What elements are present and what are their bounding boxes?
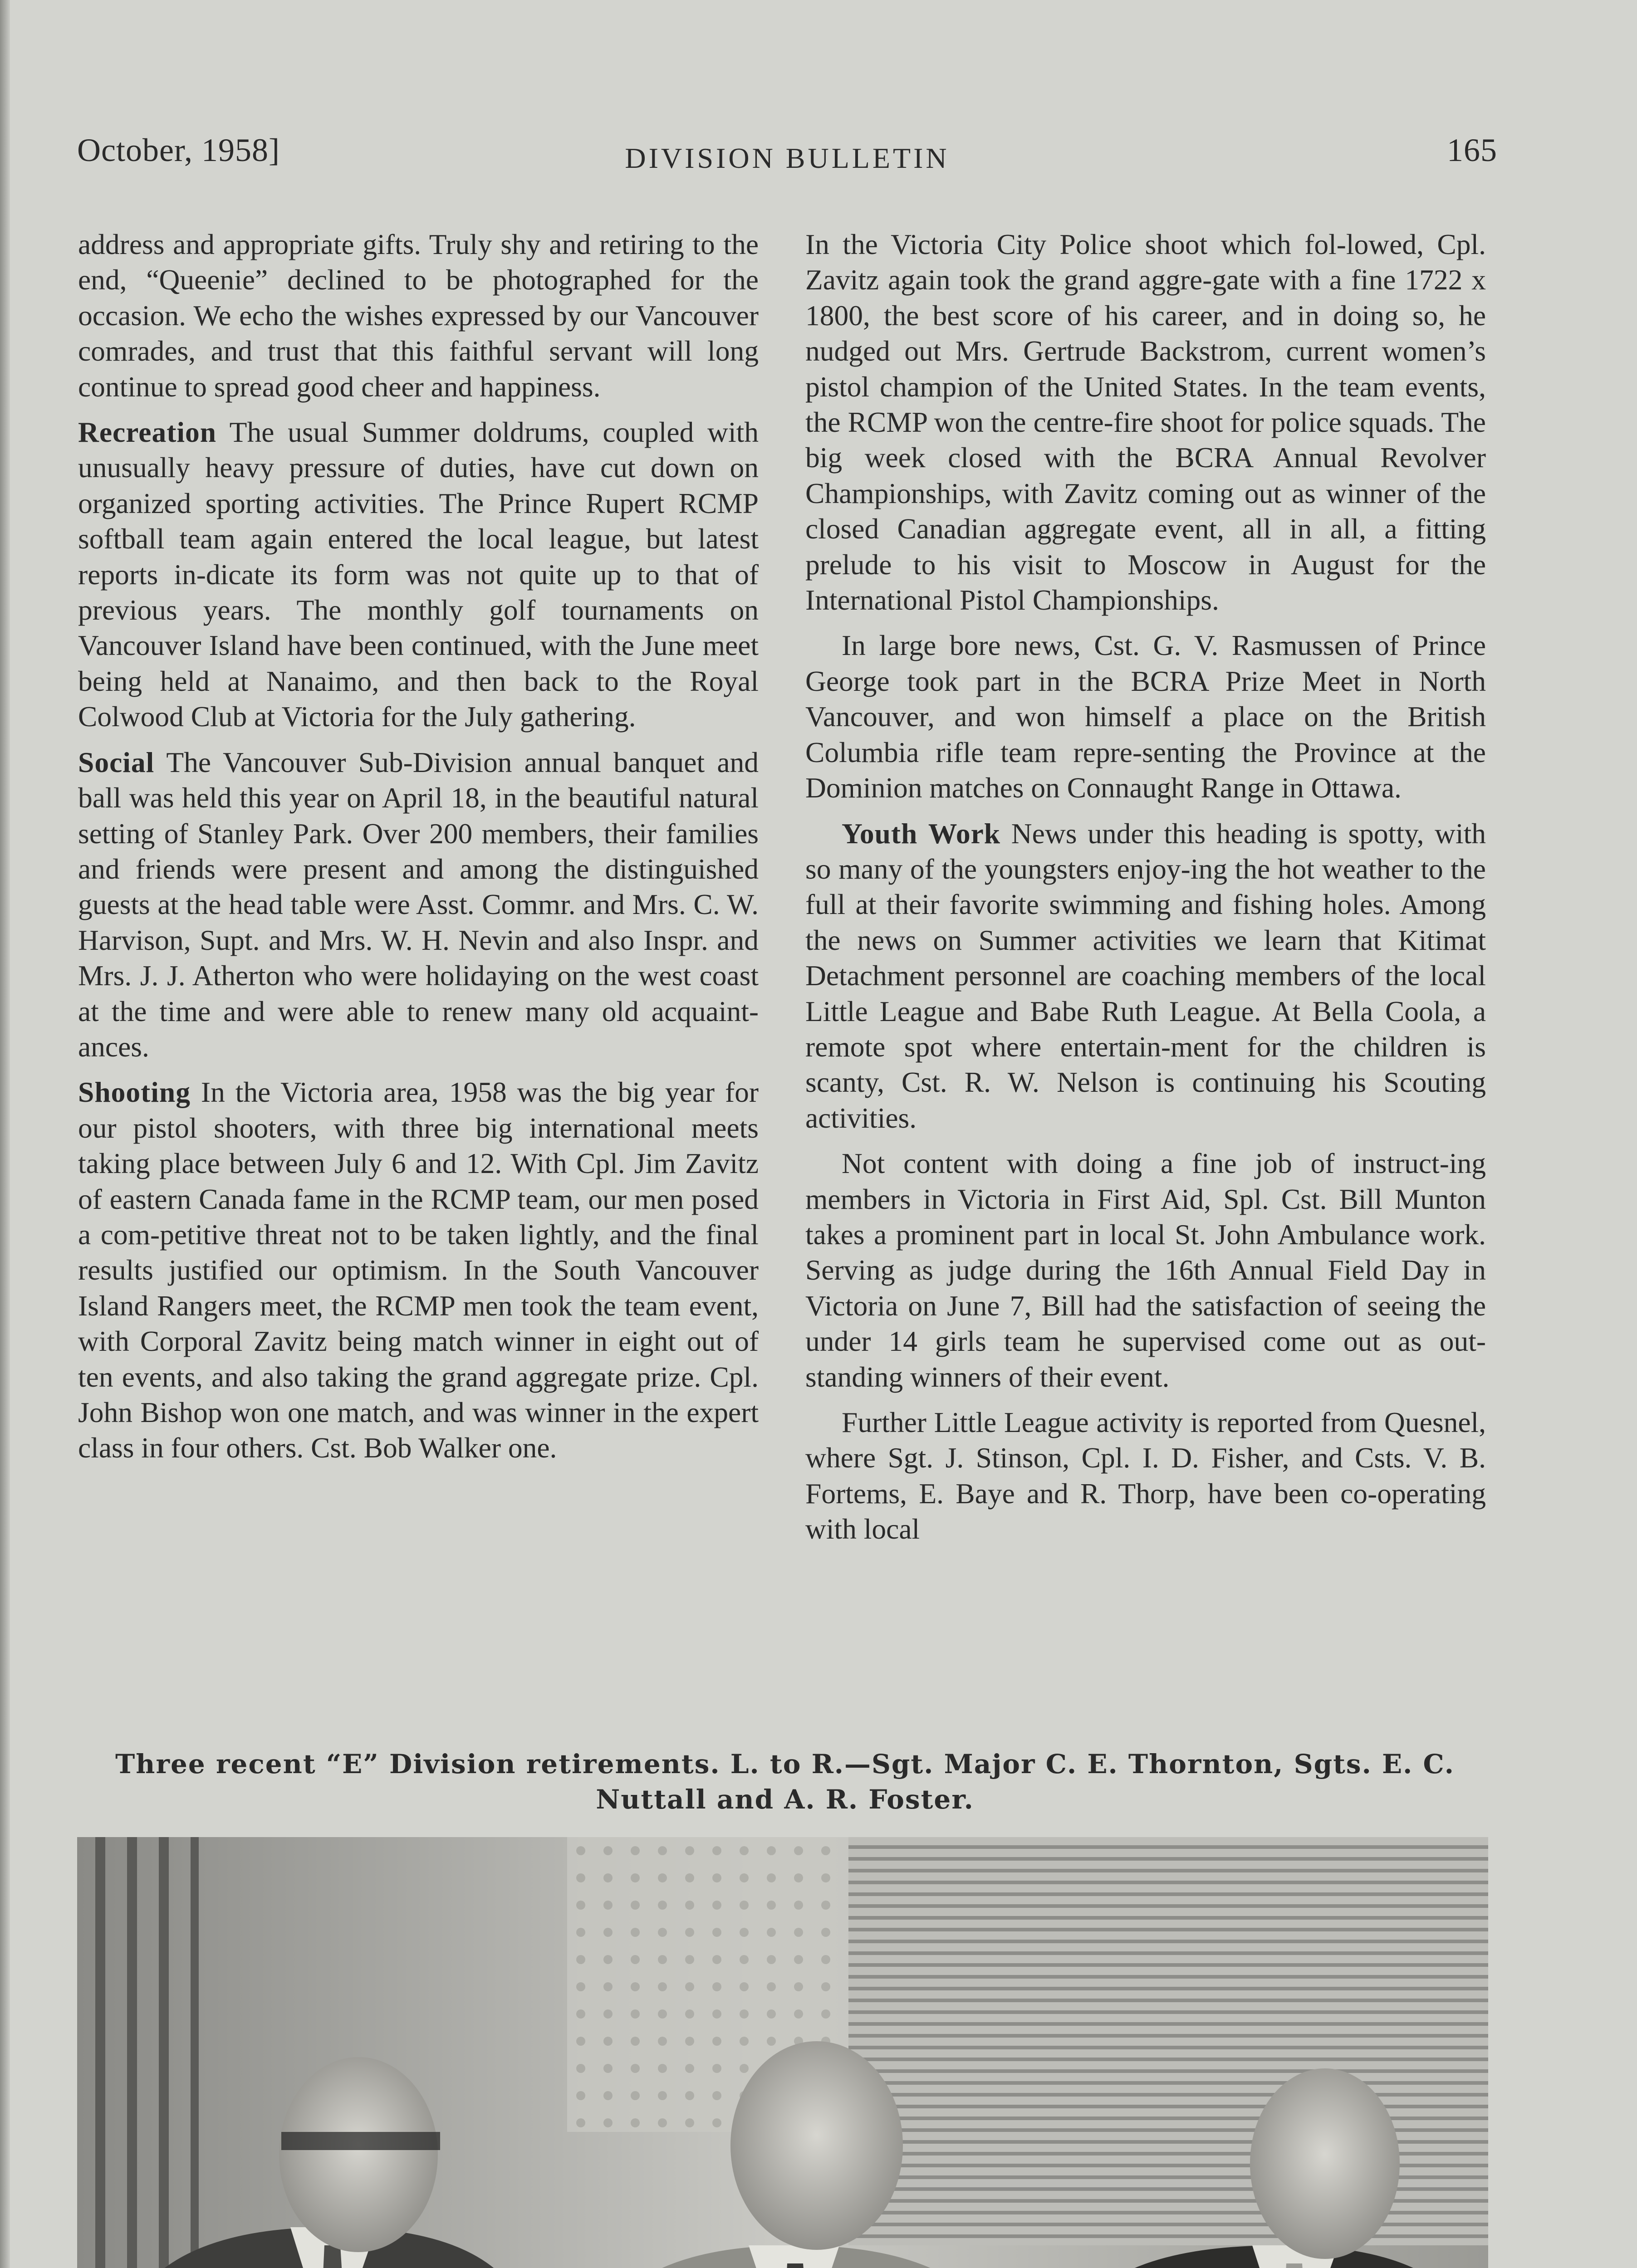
text-line: John Ambulance work. Serving as judge during bbox=[805, 1218, 1486, 1286]
text-line: expert class in four others. Cst. Bob Walker one. bbox=[78, 1396, 759, 1464]
text-line: swimming and fishing holes. Among the news bbox=[805, 888, 1486, 956]
text-line: Prince George took part in the BCRA Prize bbox=[805, 629, 1486, 697]
text-line: have cut down on organized sporting activities. bbox=[78, 451, 759, 519]
right-column bbox=[805, 227, 1486, 1547]
text-line: in the beautiful natural setting of Stanley Park. bbox=[78, 782, 759, 850]
text-line: ing the hot weather to the full at their favorite bbox=[805, 852, 1486, 921]
text-line: Nelson is continuing his Scouting activities. bbox=[805, 1066, 1486, 1134]
text-line: At Bella Coola, a remote spot where entertain- bbox=[805, 995, 1486, 1063]
text-line: address and appropriate gifts. Truly shy and bbox=[78, 228, 591, 260]
text-line: retiring to the end, “Queenie” declined to be bbox=[78, 228, 759, 296]
text-line: continue to spread good cheer and happiness. bbox=[78, 370, 601, 403]
text-line: the June meet being held at Nanaimo, and then bbox=[78, 629, 759, 697]
paragraph bbox=[78, 415, 759, 735]
text-line: on Connaught Range in Ottawa. bbox=[1031, 772, 1402, 804]
text-line: 7, Bill had the satisfaction of seeing the under bbox=[805, 1289, 1486, 1358]
page-binding-edge bbox=[0, 0, 10, 2268]
text-line: wishes expressed by our Vancouver comrades, bbox=[78, 299, 759, 367]
text-line: Further Little League activity is reported bbox=[842, 1406, 1314, 1438]
text-line: gate with a fine 1722 x 1800, the best score of bbox=[805, 264, 1486, 332]
publication-title: DIVISION BULLETIN bbox=[625, 142, 950, 174]
paragraph bbox=[78, 745, 759, 1065]
text-line: fame in the RCMP team, our men posed a com- bbox=[78, 1183, 759, 1251]
text-line: time and were able to renew many old acquaint- bbox=[159, 995, 759, 1027]
text-line: were present and among the distinguished bbox=[231, 852, 759, 885]
text-line: for the July gathering. bbox=[381, 700, 636, 733]
text-line: Gertrude Backstrom, current women’s pistol bbox=[805, 335, 1486, 403]
run-in-heading: Shooting bbox=[78, 1076, 191, 1109]
text-line: events, the RCMP won the centre-fire shoot for bbox=[805, 370, 1486, 439]
paragraph bbox=[805, 1146, 1486, 1395]
text-line: In the Victoria City Police shoot which fol- bbox=[805, 228, 1346, 260]
text-line: took the team event, with Corporal Zavitz being bbox=[78, 1289, 759, 1358]
text-line: Nevin and also Inspr. and Mrs. J. J. Atherton bbox=[78, 924, 759, 992]
text-line: lowed, Cpl. Zavitz again took the grand aggre- bbox=[805, 228, 1486, 296]
text-line: In the Victoria area, 1958 was the bbox=[201, 1076, 608, 1109]
paragraph bbox=[805, 1405, 1486, 1547]
text-line: Meet in North Vancouver, and won himself a bbox=[805, 665, 1486, 733]
text-line: banquet and ball was held this year on April 18, bbox=[78, 746, 759, 814]
text-line: guests at the head table were Asst. Commr. and bbox=[78, 888, 625, 921]
paragraph bbox=[805, 227, 1486, 618]
text-line: The usual Summer doldrums, bbox=[229, 416, 589, 449]
text-line: match winner in eight out of ten events, and bbox=[78, 1325, 759, 1393]
text-line: his career, and in doing so, he nudged out Mrs. bbox=[805, 299, 1486, 367]
text-line: on Vancouver Island have been continued, with bbox=[78, 594, 759, 662]
text-line: from Quesnel, where Sgt. J. Stinson, Cpl. I. D. bbox=[805, 1406, 1486, 1474]
text-line: on Summer activities we learn that Kitimat bbox=[933, 924, 1486, 956]
text-line: petitive threat not to be taken lightly, and the bbox=[160, 1218, 696, 1251]
text-line: back to the Royal Colwood Club at Victoria bbox=[78, 665, 759, 733]
text-line: R. Thorp, have been co-operating with local bbox=[805, 1477, 1486, 1545]
text-line: of the local Little League and Babe Ruth League. bbox=[805, 959, 1486, 1027]
text-line: In large bore news, Cst. G. V. Rasmussen of bbox=[842, 629, 1399, 662]
text-line: entered the local league, but latest reports in- bbox=[78, 523, 759, 591]
text-line: prelude to his visit to Moscow in August for bbox=[805, 548, 1429, 581]
text-line: BCRA Annual Revolver Championships, with bbox=[805, 441, 1486, 509]
text-line: big year for our pistol shooters, with three big bbox=[78, 1076, 759, 1144]
paragraph bbox=[805, 628, 1486, 806]
run-in-heading: Recreation bbox=[78, 416, 217, 449]
text-line: Over 200 members, their families and friends bbox=[78, 817, 759, 885]
text-line: also taking the grand aggregate prize. Cpl. John bbox=[78, 1360, 759, 1428]
photo-caption bbox=[73, 1746, 1497, 1817]
text-line: Canadian aggregate event, all in all, a fitting bbox=[897, 513, 1486, 545]
text-line: senting the Province at the Dominion matches bbox=[805, 736, 1486, 804]
text-line: champion of the United States. In the team bbox=[880, 370, 1395, 403]
text-line: and trust that this faithful servant will long bbox=[211, 335, 759, 367]
text-line: Not content with doing a fine job of instruct- bbox=[842, 1147, 1449, 1180]
text-line: Bill Munton takes a prominent part in local St. bbox=[805, 1183, 1486, 1251]
text-line: place on the British Columbia rifle team repre- bbox=[805, 700, 1486, 768]
text-line: 14 girls team he supervised come out as out- bbox=[888, 1325, 1486, 1358]
text-line: ing members in Victoria in First Aid, Spl. Cst. bbox=[805, 1147, 1486, 1215]
caption-line: Three recent “E” Division retirements. L. to R.—Sgt. Major C. E. Thornton, Sgts. E. C. bbox=[115, 1749, 1455, 1779]
text-line: international meets taking place between July 6 bbox=[78, 1111, 759, 1180]
run-in-heading: Youth Work bbox=[842, 817, 1001, 850]
text-line: Mrs. C. W. Harvison, Supt. and Mrs. W. H. bbox=[78, 888, 759, 956]
left-column bbox=[78, 227, 759, 1466]
text-line: standing winners of their event. bbox=[805, 1360, 1170, 1393]
text-line: and 12. With Cpl. Jim Zavitz of eastern Canada bbox=[78, 1147, 759, 1215]
text-line: Bishop won one match, and was winner in the bbox=[140, 1396, 679, 1428]
text-line: the International Pistol Championships. bbox=[805, 548, 1486, 616]
paragraph bbox=[78, 1075, 759, 1466]
issue-date: October, 1958] bbox=[77, 132, 280, 168]
running-head bbox=[77, 132, 1497, 181]
text-line: final results justified our optimism. In the South bbox=[78, 1218, 759, 1286]
text-line: spotty, with so many of the youngsters enjoy- bbox=[805, 817, 1486, 885]
page-number: 165 bbox=[1447, 132, 1497, 168]
text-line: Vancouver Island Rangers meet, the RCMP men bbox=[78, 1254, 759, 1322]
text-line: The Prince Rupert RCMP softball team again bbox=[78, 487, 759, 555]
paragraph bbox=[805, 816, 1486, 1136]
text-line: Zavitz coming out as winner of the closed bbox=[805, 477, 1486, 545]
text-line: The Vancouver Sub-Division annual bbox=[166, 746, 601, 778]
text-line: News under this heading is bbox=[1011, 817, 1338, 850]
run-in-heading: Social bbox=[78, 746, 155, 778]
text-line: ment for the children is scanty, Cst. R. W. bbox=[805, 1030, 1486, 1099]
text-line: who were holidaying on the west coast at the bbox=[78, 959, 759, 1027]
text-line: the 16th Annual Field Day in Victoria on June bbox=[805, 1254, 1486, 1322]
text-line: dicate its form was not quite up to that of bbox=[206, 558, 759, 591]
text-line: Fisher, and Csts. V. B. Fortems, E. Baye and bbox=[805, 1442, 1486, 1510]
text-line: photographed for the occasion. We echo the bbox=[78, 264, 759, 332]
text-line: police squads. The big week closed with the bbox=[805, 406, 1486, 474]
retirement-photograph bbox=[77, 1837, 1488, 2268]
text-line: previous years. The monthly golf tournaments bbox=[78, 594, 704, 626]
text-line: coupled with unusually heavy pressure of duties, bbox=[78, 416, 759, 484]
caption-line: Nuttall and A. R. Foster. bbox=[596, 1784, 974, 1815]
paragraph bbox=[78, 227, 759, 405]
text-line: ances. bbox=[78, 1030, 149, 1063]
text-line: Detachment personnel are coaching members bbox=[805, 959, 1341, 992]
